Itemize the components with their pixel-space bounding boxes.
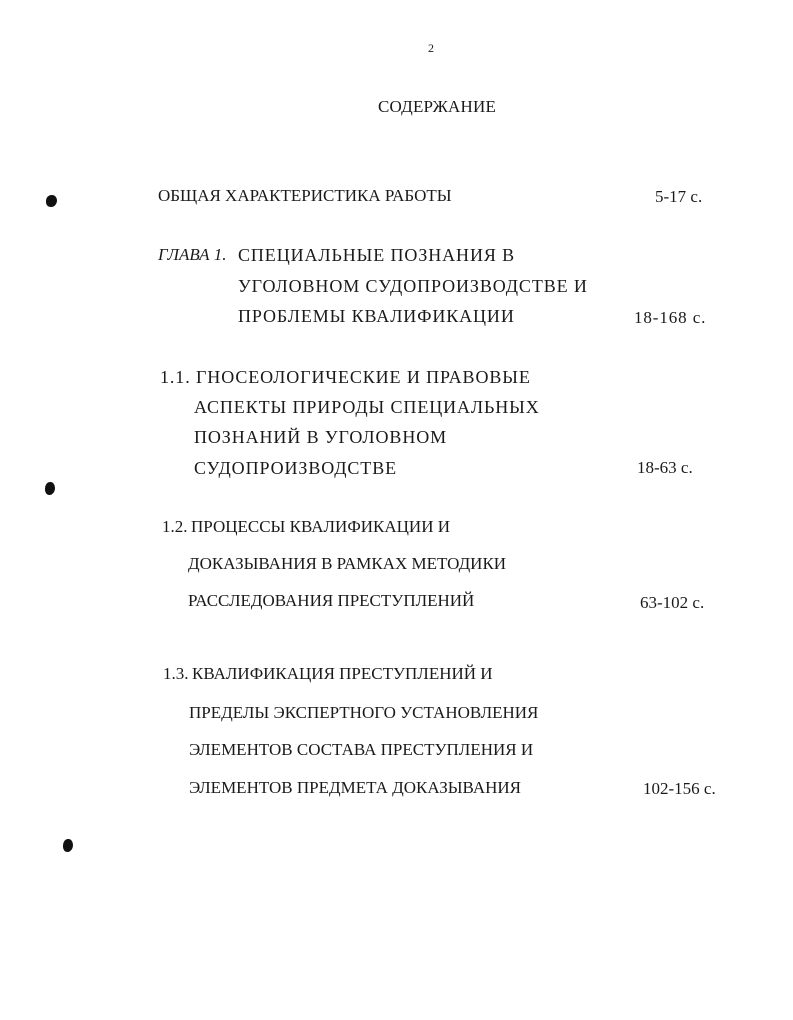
- toc-chapter1-label: ГЛАВА 1.: [158, 245, 227, 264]
- toc-section-1-3-line-2: ПРЕДЕЛЫ ЭКСПЕРТНОГО УСТАНОВЛЕНИЯ: [189, 703, 539, 722]
- punch-hole-mark: [46, 195, 57, 207]
- toc-chapter1-line-2: УГОЛОВНОМ СУДОПРОИЗВОДСТВЕ И: [238, 276, 588, 296]
- toc-section-1-2-pages: 63-102 с.: [640, 593, 705, 612]
- toc-chapter1-pages: 18-168 с.: [634, 308, 707, 327]
- toc-section-1-2-number: 1.2.: [162, 517, 188, 536]
- toc-chapter1-line-1: СПЕЦИАЛЬНЫЕ ПОЗНАНИЯ В: [238, 245, 516, 265]
- toc-entry-general-pages: 5-17 с.: [655, 187, 703, 206]
- toc-section-1-1-line-3: ПОЗНАНИЙ В УГОЛОВНОМ: [194, 427, 448, 447]
- toc-section-1-3-pages: 102-156 с.: [643, 779, 716, 798]
- toc-section-1-1-line-2: АСПЕКТЫ ПРИРОДЫ СПЕЦИАЛЬНЫХ: [194, 397, 540, 417]
- toc-section-1-2-line-3: РАССЛЕДОВАНИЯ ПРЕСТУПЛЕНИЙ: [188, 591, 475, 610]
- toc-section-1-3-line-4: ЭЛЕМЕНТОВ ПРЕДМЕТА ДОКАЗЫВАНИЯ: [189, 778, 521, 797]
- page-number: 2: [428, 41, 434, 55]
- toc-section-1-1-line-1: ГНОСЕОЛОГИЧЕСКИЕ И ПРАВОВЫЕ: [196, 367, 531, 387]
- toc-heading: СОДЕРЖАНИЕ: [378, 97, 497, 116]
- punch-hole-mark: [45, 482, 55, 495]
- toc-section-1-1-number: 1.1.: [160, 367, 191, 387]
- toc-section-1-1-pages: 18-63 с.: [637, 458, 693, 477]
- punch-hole-mark: [63, 839, 73, 852]
- toc-section-1-3-line-1: КВАЛИФИКАЦИЯ ПРЕСТУПЛЕНИЙ И: [192, 664, 493, 683]
- toc-section-1-1-line-4: СУДОПРОИЗВОДСТВЕ: [194, 458, 398, 478]
- toc-section-1-3-line-3: ЭЛЕМЕНТОВ СОСТАВА ПРЕСТУПЛЕНИЯ И: [189, 740, 534, 759]
- toc-section-1-2-line-1: ПРОЦЕССЫ КВАЛИФИКАЦИИ И: [191, 517, 451, 536]
- toc-section-1-2-line-2: ДОКАЗЫВАНИЯ В РАМКАХ МЕТОДИКИ: [188, 554, 507, 573]
- toc-entry-general-title: ОБЩАЯ ХАРАКТЕРИСТИКА РАБОТЫ: [158, 186, 452, 205]
- toc-section-1-3-number: 1.3.: [163, 664, 189, 683]
- toc-chapter1-line-3: ПРОБЛЕМЫ КВАЛИФИКАЦИИ: [238, 306, 515, 326]
